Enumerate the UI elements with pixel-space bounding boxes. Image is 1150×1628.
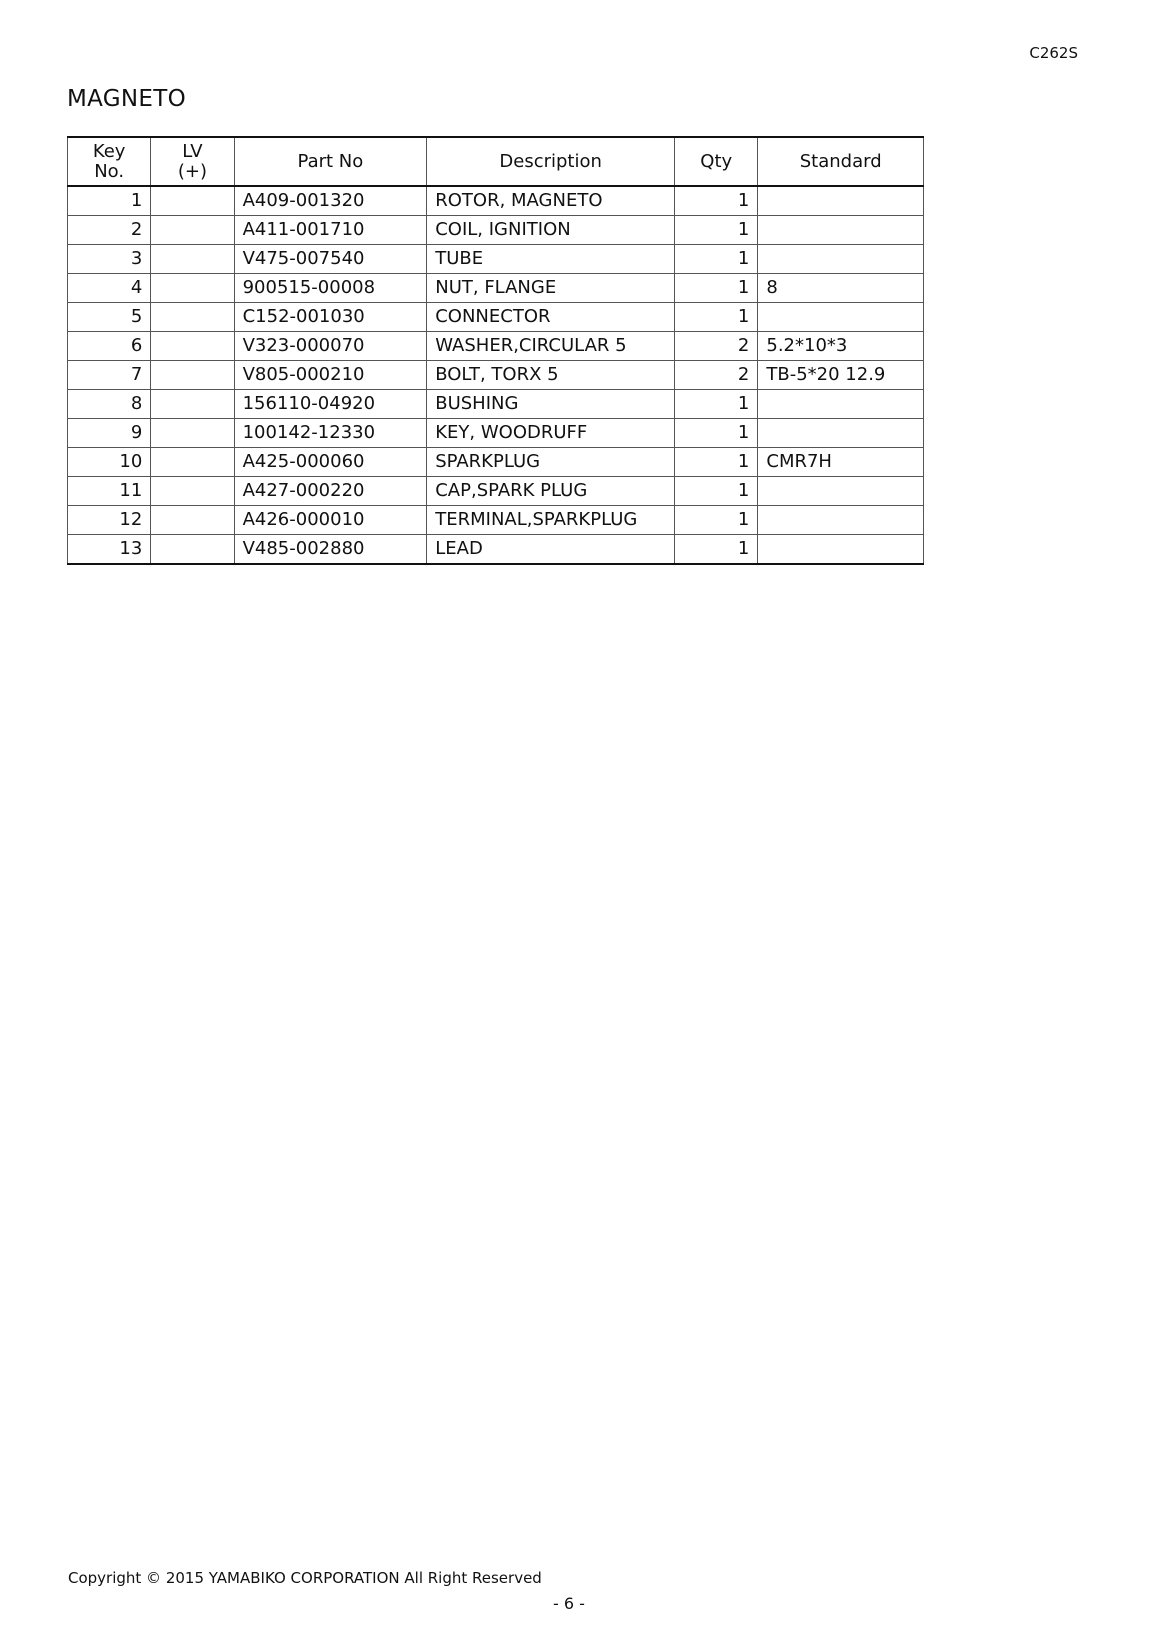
- parts-table: [67, 136, 924, 565]
- cell-description: LEAD: [427, 535, 675, 565]
- cell-lv: [151, 390, 234, 419]
- cell-part-no: V475-007540: [234, 245, 427, 274]
- cell-standard: [758, 245, 924, 274]
- table-row: [68, 303, 924, 332]
- cell-description: NUT, FLANGE: [427, 274, 675, 303]
- cell-description: SPARKPLUG: [427, 448, 675, 477]
- column-header-key-line1: Key: [92, 140, 126, 162]
- section-title: MAGNETO: [67, 86, 186, 112]
- cell-part-no: C152-001030: [234, 303, 427, 332]
- cell-qty: 1: [675, 303, 758, 332]
- column-header-part-no: Part No: [234, 137, 427, 186]
- cell-lv: [151, 303, 234, 332]
- table-row: [68, 216, 924, 245]
- cell-qty: 2: [675, 332, 758, 361]
- copyright-notice: Copyright © 2015 YAMABIKO CORPORATION All Right Reserved: [68, 1569, 542, 1587]
- cell-description: BUSHING: [427, 390, 675, 419]
- cell-standard: [758, 216, 924, 245]
- cell-standard: [758, 506, 924, 535]
- parts-table-header: [68, 137, 924, 186]
- parts-table-body: [68, 186, 924, 564]
- cell-key: 1: [68, 186, 151, 216]
- cell-qty: 1: [675, 186, 758, 216]
- table-row: [68, 332, 924, 361]
- column-header-key-no: [68, 137, 151, 186]
- cell-part-no: 156110-04920: [234, 390, 427, 419]
- cell-qty: 1: [675, 245, 758, 274]
- cell-qty: 2: [675, 361, 758, 390]
- table-row: [68, 186, 924, 216]
- cell-standard: [758, 535, 924, 565]
- cell-part-no: 900515-00008: [234, 274, 427, 303]
- cell-qty: 1: [675, 506, 758, 535]
- cell-qty: 1: [675, 535, 758, 565]
- cell-lv: [151, 535, 234, 565]
- cell-lv: [151, 361, 234, 390]
- cell-standard: [758, 186, 924, 216]
- cell-key: 5: [68, 303, 151, 332]
- column-header-qty: Qty: [675, 137, 758, 186]
- cell-key: 3: [68, 245, 151, 274]
- cell-part-no: V805-000210: [234, 361, 427, 390]
- model-code: C262S: [1029, 44, 1078, 62]
- column-header-key-line2: No.: [94, 160, 125, 182]
- cell-key: 13: [68, 535, 151, 565]
- cell-description: WASHER,CIRCULAR 5: [427, 332, 675, 361]
- column-header-standard: Standard: [758, 137, 924, 186]
- cell-part-no: A426-000010: [234, 506, 427, 535]
- cell-part-no: A425-000060: [234, 448, 427, 477]
- table-row: [68, 274, 924, 303]
- cell-lv: [151, 216, 234, 245]
- cell-lv: [151, 448, 234, 477]
- table-row: [68, 448, 924, 477]
- cell-lv: [151, 274, 234, 303]
- table-row: [68, 477, 924, 506]
- cell-lv: [151, 332, 234, 361]
- table-row: [68, 535, 924, 565]
- cell-standard: [758, 419, 924, 448]
- cell-description: KEY, WOODRUFF: [427, 419, 675, 448]
- cell-lv: [151, 419, 234, 448]
- cell-part-no: V323-000070: [234, 332, 427, 361]
- cell-standard: TB-5*20 12.9: [758, 361, 924, 390]
- cell-part-no: A409-001320: [234, 186, 427, 216]
- cell-lv: [151, 506, 234, 535]
- cell-standard: [758, 390, 924, 419]
- cell-description: CONNECTOR: [427, 303, 675, 332]
- cell-qty: 1: [675, 216, 758, 245]
- table-row: [68, 361, 924, 390]
- column-header-lv-line2: (+): [177, 160, 208, 182]
- cell-qty: 1: [675, 390, 758, 419]
- column-header-description: Description: [427, 137, 675, 186]
- page-number: - 6 -: [553, 1594, 585, 1613]
- cell-qty: 1: [675, 477, 758, 506]
- cell-description: TUBE: [427, 245, 675, 274]
- cell-key: 9: [68, 419, 151, 448]
- cell-key: 8: [68, 390, 151, 419]
- cell-standard: 8: [758, 274, 924, 303]
- table-row: [68, 245, 924, 274]
- cell-qty: 1: [675, 448, 758, 477]
- cell-standard: [758, 303, 924, 332]
- cell-lv: [151, 186, 234, 216]
- cell-key: 7: [68, 361, 151, 390]
- cell-description: COIL, IGNITION: [427, 216, 675, 245]
- cell-qty: 1: [675, 419, 758, 448]
- table-row: [68, 419, 924, 448]
- cell-key: 11: [68, 477, 151, 506]
- cell-part-no: 100142-12330: [234, 419, 427, 448]
- cell-qty: 1: [675, 274, 758, 303]
- cell-key: 12: [68, 506, 151, 535]
- column-header-lv-line1: LV: [182, 140, 203, 162]
- cell-standard: 5.2*10*3: [758, 332, 924, 361]
- cell-key: 4: [68, 274, 151, 303]
- cell-description: TERMINAL,SPARKPLUG: [427, 506, 675, 535]
- cell-key: 6: [68, 332, 151, 361]
- cell-key: 10: [68, 448, 151, 477]
- table-row: [68, 506, 924, 535]
- cell-description: BOLT, TORX 5: [427, 361, 675, 390]
- cell-lv: [151, 245, 234, 274]
- cell-key: 2: [68, 216, 151, 245]
- cell-part-no: V485-002880: [234, 535, 427, 565]
- cell-description: CAP,SPARK PLUG: [427, 477, 675, 506]
- cell-description: ROTOR, MAGNETO: [427, 186, 675, 216]
- cell-standard: CMR7H: [758, 448, 924, 477]
- table-row: [68, 390, 924, 419]
- column-header-lv: [151, 137, 234, 186]
- cell-standard: [758, 477, 924, 506]
- cell-lv: [151, 477, 234, 506]
- cell-part-no: A411-001710: [234, 216, 427, 245]
- cell-part-no: A427-000220: [234, 477, 427, 506]
